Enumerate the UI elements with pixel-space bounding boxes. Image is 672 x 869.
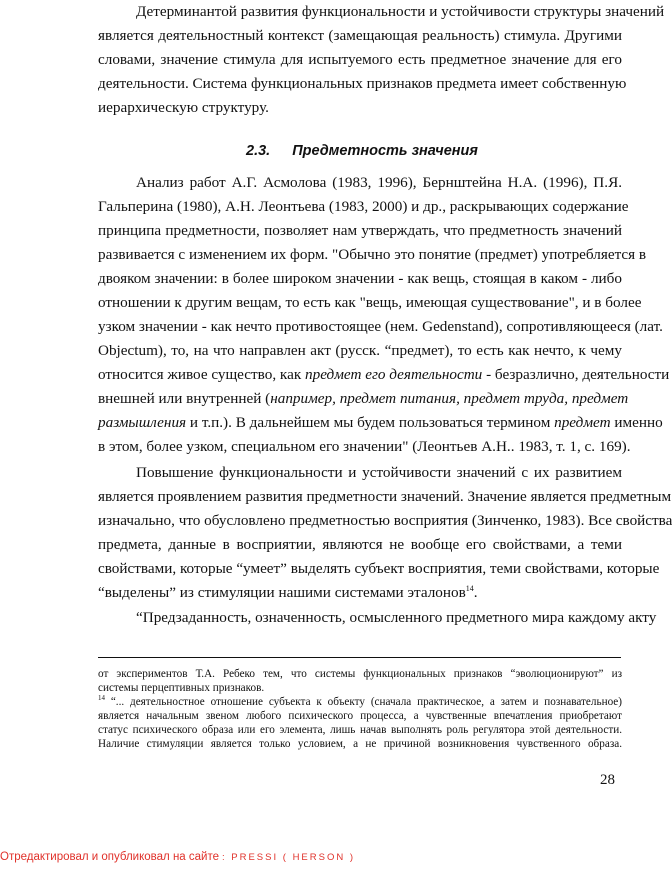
paragraph-2-line-8: Objectum), то, на что направлен акт (русск. “предмет), то есть как нечто, к чему bbox=[98, 342, 622, 359]
publisher-footer[interactable] bbox=[0, 851, 355, 863]
paragraph-2-line-11 bbox=[98, 411, 663, 435]
page-number: 28 bbox=[600, 772, 615, 788]
paragraph-2-line-5: двояком значении: в более широком значении - как вещь, стоящая в каком - либо bbox=[98, 270, 622, 287]
paragraph-2-line-10 bbox=[98, 387, 629, 411]
text-run: внешней или внутренней ( bbox=[98, 390, 271, 407]
footnote-14-line-4: Наличие стимуляции является только условием, а не причиной возникновения чувственного образа. bbox=[98, 738, 622, 750]
footnote-14-line-3: статус психического образа или его элемента, лишь начав выполнять роль регулятора этой деятельности. bbox=[98, 724, 622, 736]
text-run: “... деятельностное отношение субъекта к объекту (сначала практическое, а затем и познавательное) bbox=[105, 696, 622, 708]
paragraph-2-line-2: Гальперина (1980), А.Н. Леонтьева (1983, 2000) и др., раскрывающих содержание bbox=[98, 198, 629, 215]
text-run: . bbox=[473, 584, 478, 601]
italic-term: предмет его деятельности bbox=[305, 366, 483, 383]
paragraph-2-line-6: отношении к другим вещам, то есть как "вещь, имеющая существование", и в более bbox=[98, 294, 642, 311]
section-heading bbox=[246, 140, 478, 162]
paragraph-2-line-12: в этом, более узком, специальном его значении" (Леонтьев А.Н.. 1983, т. 1, с. 169). bbox=[98, 438, 631, 455]
footnote-line-2: системы перцептивных признаков. bbox=[98, 682, 265, 694]
paragraph-3-line-1: Повышение функциональности и устойчивости значений с их развитием bbox=[136, 464, 622, 481]
paragraph-3-line-4: предмета, данные в восприятии, являются не вообще его свойствами, а теми bbox=[98, 536, 622, 553]
footnote-14-line-1 bbox=[98, 695, 622, 709]
paragraph-3-line-2: является проявлением развития предметности значений. Значение является предметным bbox=[98, 488, 672, 505]
text-run: относится живое существо, как bbox=[98, 366, 305, 383]
paragraph-4-line-1: “Предзаданность, означенность, осмысленного предметного мира каждому акту bbox=[136, 609, 657, 626]
text-run: именно bbox=[610, 414, 663, 431]
paragraph-2-line-3: принципа предметности, позволяет нам утверждать, что предметность значений bbox=[98, 222, 622, 239]
italic-examples: например, предмет питания, предмет труда, предмет bbox=[270, 390, 629, 407]
footnote-line-1: от экспериментов Т.А. Ребеко тем, что системы функциональных признаков “эволюционируют” из bbox=[98, 668, 622, 680]
site-brand[interactable]: : PRESSI ( HERSON ) bbox=[222, 852, 356, 863]
paragraph-1-line-5: иерархическую структуру. bbox=[98, 99, 269, 116]
footnote-divider bbox=[98, 657, 621, 658]
footer-text: Отредактировал и опубликовал на сайте bbox=[0, 851, 219, 863]
italic-term: размышления bbox=[98, 414, 187, 431]
paragraph-2-line-1: Анализ работ А.Г. Асмолова (1983, 1996), Бернштейна Н.А. (1996), П.Я. bbox=[136, 174, 622, 191]
text-run: и т.п.). В дальнейшем мы будем пользоваться термином bbox=[186, 414, 555, 431]
paragraph-3-line-6 bbox=[98, 581, 622, 605]
text-run: “выделены” из стимуляции нашими системами эталонов bbox=[98, 584, 466, 601]
footnote-14-line-2: является начальным звеном любого психического процесса, а чувственные впечатления приобретают bbox=[98, 710, 622, 722]
paragraph-1-line-4: деятельности. Система функциональных признаков предмета имеет собственную bbox=[98, 75, 627, 92]
paragraph-2-line-4: развивается с изменением их форм. "Обычно это понятие (предмет) употребляется в bbox=[98, 246, 647, 263]
section-title: Предметность значения bbox=[292, 143, 478, 159]
paragraph-2-line-9 bbox=[98, 363, 670, 387]
footnote-marker-14: 14 bbox=[98, 694, 105, 702]
paragraph-1-line-3: словами, значение стимула для испытуемого есть предметное значение для его bbox=[98, 51, 622, 68]
paragraph-2-line-7: узком значении - как нечто противостоящее (нем. Gedenstand), сопротивляющееся (лат. bbox=[98, 318, 663, 335]
paragraph-3-line-3: изначально, что обусловлено предметностью восприятия (Зинченко, 1983). Все свойства bbox=[98, 512, 672, 529]
paragraph-3-line-5: свойствами, которые “умеет” выделять субъект восприятия, теми свойствами, которые bbox=[98, 560, 660, 577]
section-number: 2.3. bbox=[246, 143, 271, 159]
text-run: - безразлично, деятельности bbox=[482, 366, 670, 383]
paragraph-1-line-1: Детерминантой развития функциональности и устойчивости структуры значений bbox=[136, 3, 665, 20]
footnote-ref-14[interactable]: 14 bbox=[465, 584, 474, 593]
italic-term: предмет bbox=[554, 414, 611, 431]
paragraph-1-line-2: является деятельностный контекст (замещающая реальность) стимула. Другими bbox=[98, 27, 622, 44]
